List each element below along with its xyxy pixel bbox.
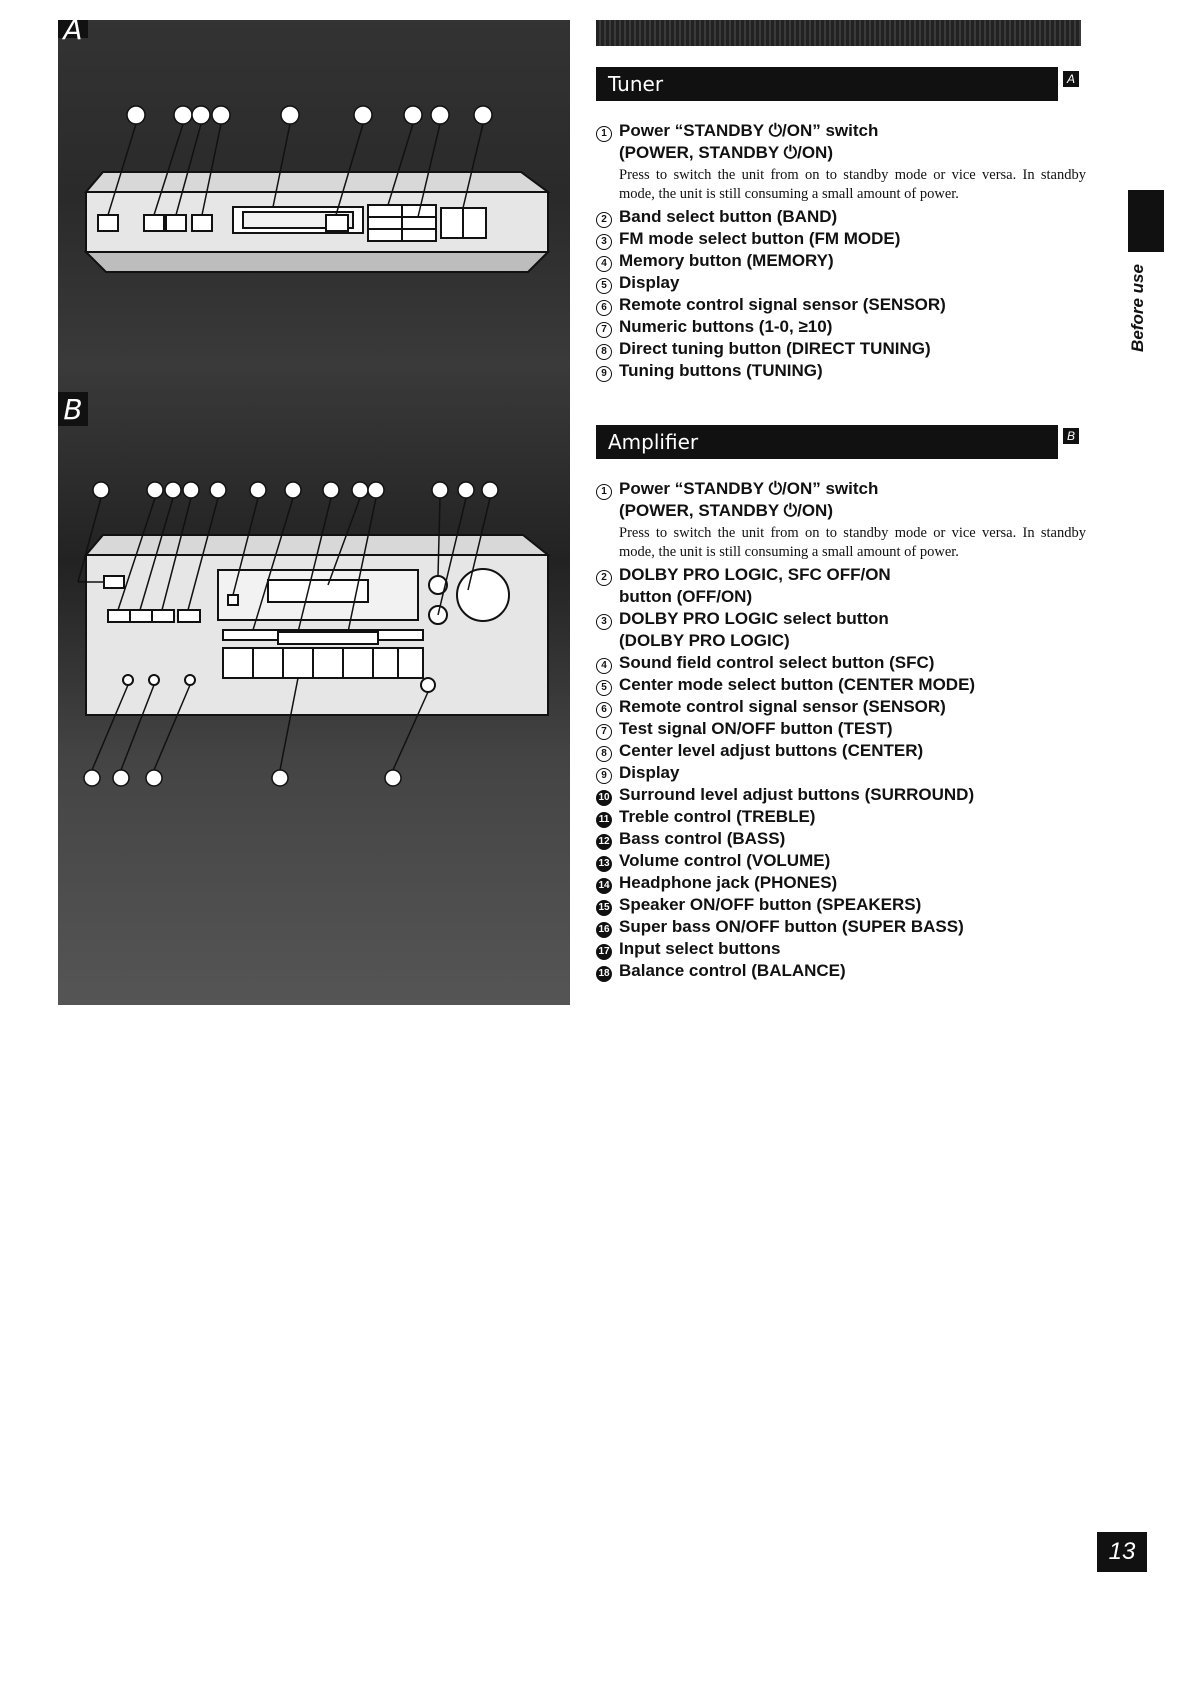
list-item bbox=[596, 828, 1086, 850]
list-item bbox=[596, 360, 1086, 382]
tuner-section-bar bbox=[596, 67, 1058, 101]
tuner-section-title: Tuner bbox=[608, 72, 664, 96]
item-label: Remote control signal sensor (SENSOR) bbox=[619, 697, 946, 716]
figure-label-a: A bbox=[58, 20, 88, 38]
header-bar bbox=[596, 20, 1081, 46]
item-label: DOLBY PRO LOGIC select button bbox=[619, 609, 889, 628]
amplifier-section-tag: B bbox=[1063, 428, 1079, 444]
list-item bbox=[596, 316, 1086, 338]
item-sublabel: (POWER, STANDBY ⏻/ON) bbox=[619, 143, 833, 162]
item-number-icon: 5 bbox=[596, 272, 619, 290]
item-sublabel: (POWER, STANDBY ⏻/ON) bbox=[619, 501, 833, 520]
list-item bbox=[596, 294, 1086, 316]
side-tab bbox=[1127, 260, 1158, 360]
list-item bbox=[596, 850, 1086, 872]
front-panel-illustration bbox=[58, 12, 570, 1005]
side-tab-label: Before use bbox=[1127, 264, 1147, 352]
illustration-drawing bbox=[58, 20, 570, 1005]
list-item bbox=[596, 960, 1086, 982]
list-item bbox=[596, 608, 1086, 630]
item-label: Remote control signal sensor (SENSOR) bbox=[619, 295, 946, 314]
list-item bbox=[596, 872, 1086, 894]
item-note: Press to switch the unit from on to standby mode or vice versa. In standby mode, the unit is still consuming a small amount of power. bbox=[619, 525, 1086, 560]
item-sublabel: button (OFF/ON) bbox=[619, 587, 753, 606]
item-label: Center level adjust buttons (CENTER) bbox=[619, 741, 924, 760]
tuner-unit-drawing bbox=[86, 172, 548, 272]
item-label: Headphone jack (PHONES) bbox=[619, 873, 838, 892]
list-item bbox=[596, 564, 1086, 586]
item-number-icon: 3 bbox=[596, 228, 619, 246]
item-number-icon: 7 bbox=[596, 316, 619, 334]
item-number-icon: 5 bbox=[596, 674, 619, 692]
item-number-icon: 9 bbox=[596, 762, 619, 780]
item-number-icon: 10 bbox=[596, 784, 619, 802]
item-label: Center mode select button (CENTER MODE) bbox=[619, 675, 976, 694]
list-item bbox=[596, 740, 1086, 762]
item-label: Power “STANDBY ⏻/ON” switch bbox=[619, 121, 879, 140]
item-label: Band select button (BAND) bbox=[619, 207, 838, 226]
item-label: Test signal ON/OFF button (TEST) bbox=[619, 719, 893, 738]
list-item bbox=[596, 762, 1086, 784]
item-label: Speaker ON/OFF button (SPEAKERS) bbox=[619, 895, 922, 914]
item-label: Display bbox=[619, 273, 680, 292]
tuner-section-tag: A bbox=[1063, 71, 1079, 87]
list-item bbox=[596, 228, 1086, 250]
list-item bbox=[596, 250, 1086, 272]
side-tab-block bbox=[1128, 190, 1164, 252]
list-item bbox=[596, 806, 1086, 828]
item-label: Input select buttons bbox=[619, 939, 781, 958]
item-number-icon: 7 bbox=[596, 718, 619, 736]
item-label: Balance control (BALANCE) bbox=[619, 961, 846, 980]
item-label: Display bbox=[619, 763, 680, 782]
list-item bbox=[596, 784, 1086, 806]
amplifier-parts-list bbox=[596, 478, 1086, 982]
item-number-icon: 1 bbox=[596, 120, 619, 138]
item-number-icon: 1 bbox=[596, 478, 619, 496]
item-label: Volume control (VOLUME) bbox=[619, 851, 831, 870]
amplifier-section-bar bbox=[596, 425, 1058, 459]
amplifier-unit-drawing bbox=[86, 535, 548, 715]
item-label: Surround level adjust buttons (SURROUND) bbox=[619, 785, 975, 804]
item-number-icon: 8 bbox=[596, 338, 619, 356]
item-label: Treble control (TREBLE) bbox=[619, 807, 816, 826]
list-item bbox=[596, 120, 1086, 142]
item-label: Tuning buttons (TUNING) bbox=[619, 361, 823, 380]
list-item bbox=[596, 916, 1086, 938]
item-label: Bass control (BASS) bbox=[619, 829, 786, 848]
item-label: Super bass ON/OFF button (SUPER BASS) bbox=[619, 917, 964, 936]
item-label: Sound field control select button (SFC) bbox=[619, 653, 935, 672]
list-item bbox=[596, 206, 1086, 228]
item-number-icon: 2 bbox=[596, 564, 619, 582]
item-sublabel: (DOLBY PRO LOGIC) bbox=[619, 631, 790, 650]
item-number-icon: 3 bbox=[596, 608, 619, 626]
item-label: Numeric buttons (1-0, ≥10) bbox=[619, 317, 833, 336]
list-item bbox=[596, 652, 1086, 674]
item-number-icon: 2 bbox=[596, 206, 619, 224]
item-number-icon: 12 bbox=[596, 828, 619, 846]
item-label: Power “STANDBY ⏻/ON” switch bbox=[619, 479, 879, 498]
figure-label-b: B bbox=[58, 392, 88, 426]
item-number-icon: 16 bbox=[596, 916, 619, 934]
item-number-icon: 6 bbox=[596, 696, 619, 714]
item-number-icon: 13 bbox=[596, 850, 619, 868]
item-note: Press to switch the unit from on to standby mode or vice versa. In standby mode, the unit is still consuming a small amount of power. bbox=[619, 167, 1086, 202]
item-number-icon: 9 bbox=[596, 360, 619, 378]
item-number-icon: 11 bbox=[596, 806, 619, 824]
item-label: Direct tuning button (DIRECT TUNING) bbox=[619, 339, 931, 358]
item-label: Memory button (MEMORY) bbox=[619, 251, 834, 270]
list-item bbox=[596, 894, 1086, 916]
list-item bbox=[596, 674, 1086, 696]
list-item bbox=[596, 696, 1086, 718]
item-label: DOLBY PRO LOGIC, SFC OFF/ON bbox=[619, 565, 891, 584]
item-number-icon: 18 bbox=[596, 960, 619, 978]
list-item bbox=[596, 718, 1086, 740]
item-number-icon: 4 bbox=[596, 250, 619, 268]
list-item bbox=[596, 478, 1086, 500]
amplifier-section-title: Amplifier bbox=[608, 430, 699, 454]
item-number-icon: 14 bbox=[596, 872, 619, 890]
item-number-icon: 15 bbox=[596, 894, 619, 912]
list-item bbox=[596, 272, 1086, 294]
item-number-icon: 6 bbox=[596, 294, 619, 312]
item-number-icon: 4 bbox=[596, 652, 619, 670]
list-item bbox=[596, 938, 1086, 960]
tuner-parts-list bbox=[596, 120, 1086, 382]
item-number-icon: 8 bbox=[596, 740, 619, 758]
item-label: FM mode select button (FM MODE) bbox=[619, 229, 901, 248]
list-item bbox=[596, 338, 1086, 360]
item-number-icon: 17 bbox=[596, 938, 619, 956]
page-number: 13 bbox=[1097, 1532, 1147, 1572]
